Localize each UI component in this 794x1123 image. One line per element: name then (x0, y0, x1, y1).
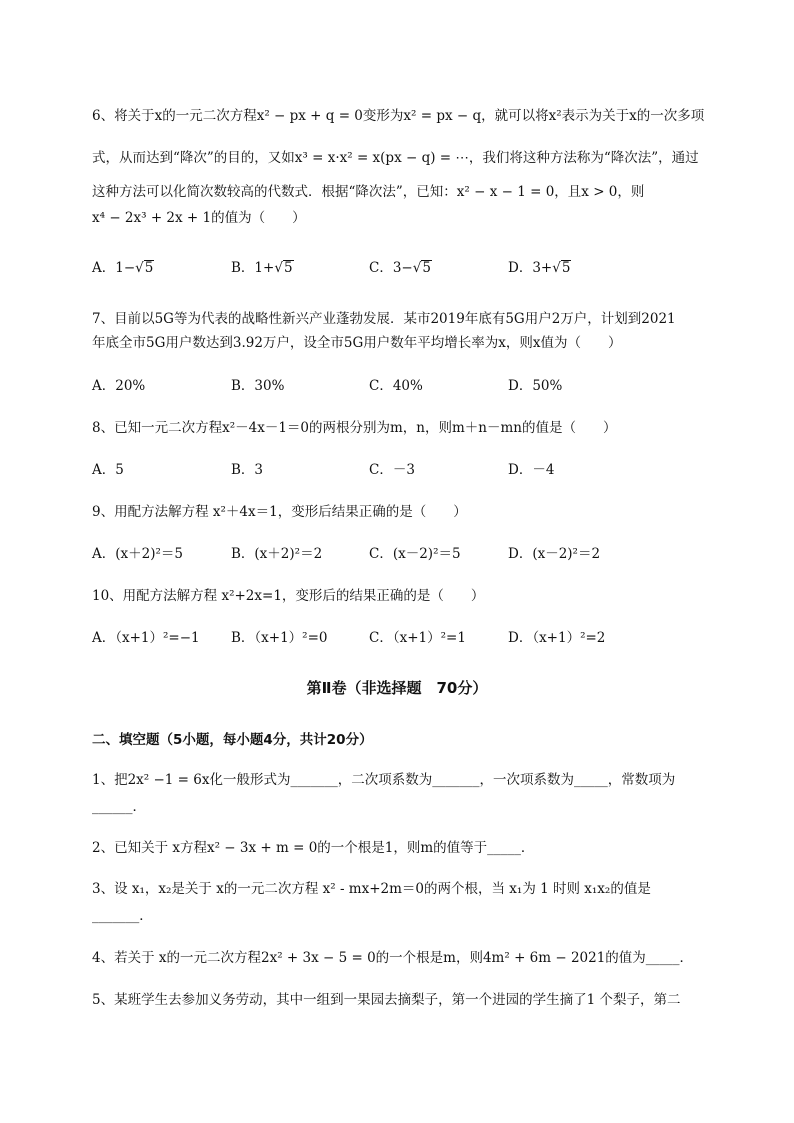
fill2-line-1: 2、已知关于 x方程x² − 3x + m = 0的一个根是1，则m的值等于_____． (92, 840, 535, 856)
q9-option-d[interactable]: D．(x－2)²＝2 (508, 546, 601, 562)
q8-option-b[interactable]: B．3 (231, 462, 264, 478)
fill-section-heading: 二、填空题（5小题，每小题4分，共计20分） (92, 732, 373, 748)
q10-options (92, 628, 712, 648)
q6-option-c[interactable]: C．3−√5 (369, 260, 431, 276)
q9-option-b[interactable]: B．(x＋2)²＝2 (231, 546, 323, 562)
q6-option-b[interactable]: B．1+√5 (231, 260, 293, 276)
q6-line-1: 6、将关于x的一元二次方程x² − px + q = 0变形为x² = px − q，就可以将x²表示为关于x的一次多项 (92, 108, 705, 124)
q9-option-a[interactable]: A．(x＋2)²＝5 (92, 546, 183, 562)
q6-line-4: x⁴ − 2x³ + 2x + 1的值为（ ） (92, 210, 306, 226)
fill5-line-1: 5、某班学生去参加义务劳动，其中一组到一果园去摘梨子，第一个进园的学生摘了1 个梨子，第二 (92, 992, 681, 1008)
q7-option-a[interactable]: A．20% (92, 378, 146, 394)
q9-options (92, 544, 712, 564)
q6-line-3: 这种方法可以化简次数较高的代数式．根据“降次法”，已知：x² − x − 1 = 0，且x > 0，则 (92, 184, 645, 200)
q6-options (92, 258, 712, 278)
q8-line-1: 8、已知一元二次方程x²－4x－1＝0的两根分别为m，n，则m＋n－mn的值是（ ） (92, 420, 617, 436)
q7-option-c[interactable]: C．40% (369, 378, 423, 394)
fill1-line-1: 1、把2x² −1 = 6x化一般形式为_______，二次项系数为_______，一次项系数为_____，常数项为 (92, 772, 676, 788)
q9-line-1: 9、用配方法解方程 x²＋4x＝1，变形后结果正确的是（ ） (92, 504, 467, 520)
q10-option-a[interactable]: A．（x+1）²=−1 (92, 630, 200, 646)
q8-option-d[interactable]: D．－4 (508, 462, 555, 478)
q7-line-1: 7、目前以5G等为代表的战略性新兴产业蓬勃发展．某市2019年底有5G用户2万户，计划到2021 (92, 311, 676, 327)
q8-options (92, 460, 712, 480)
q10-option-d[interactable]: D．（x+1）²=2 (508, 630, 606, 646)
q6-option-d[interactable]: D．3+√5 (508, 260, 571, 276)
q8-option-c[interactable]: C．－3 (369, 462, 415, 478)
fill4-line-1: 4、若关于 x的一元二次方程2x² + 3x − 5 = 0的一个根是m，则4m² + 6m − 2021的值为_____． (92, 950, 694, 966)
fill1-line-2: ______． (92, 799, 146, 815)
fill3-line-1: 3、设 x₁，x₂是关于 x的一元二次方程 x² - mx+2m＝0的两个根，当 x₁为 1 时则 x₁x₂的值是 (92, 881, 651, 897)
fill3-line-2: _______． (92, 908, 153, 924)
q10-line-1: 10、用配方法解方程 x²+2x=1，变形后的结果正确的是（ ） (92, 588, 485, 604)
q8-option-a[interactable]: A．5 (92, 462, 124, 478)
q9-option-c[interactable]: C．(x－2)²＝5 (369, 546, 461, 562)
part2-title: 第Ⅱ卷（非选择题 70分） (306, 679, 488, 697)
q7-option-b[interactable]: B．30% (231, 378, 285, 394)
q7-options (92, 376, 712, 396)
q6-line-2: 式，从而达到“降次”的目的，又如x³ = x·x² = x(px − q) = ⋯，我们将这种方法称为“降次法”，通过 (92, 150, 699, 166)
q6-option-a[interactable]: A．1−√5 (92, 260, 154, 276)
q10-option-b[interactable]: B．（x+1）²=0 (231, 630, 328, 646)
q7-line-2: 年底全市5G用户数达到3.92万户，设全市5G用户数年平均增长率为x，则x值为（ ） (92, 335, 622, 351)
q10-option-c[interactable]: C．（x+1）²=1 (369, 630, 466, 646)
q7-option-d[interactable]: D．50% (508, 378, 563, 394)
